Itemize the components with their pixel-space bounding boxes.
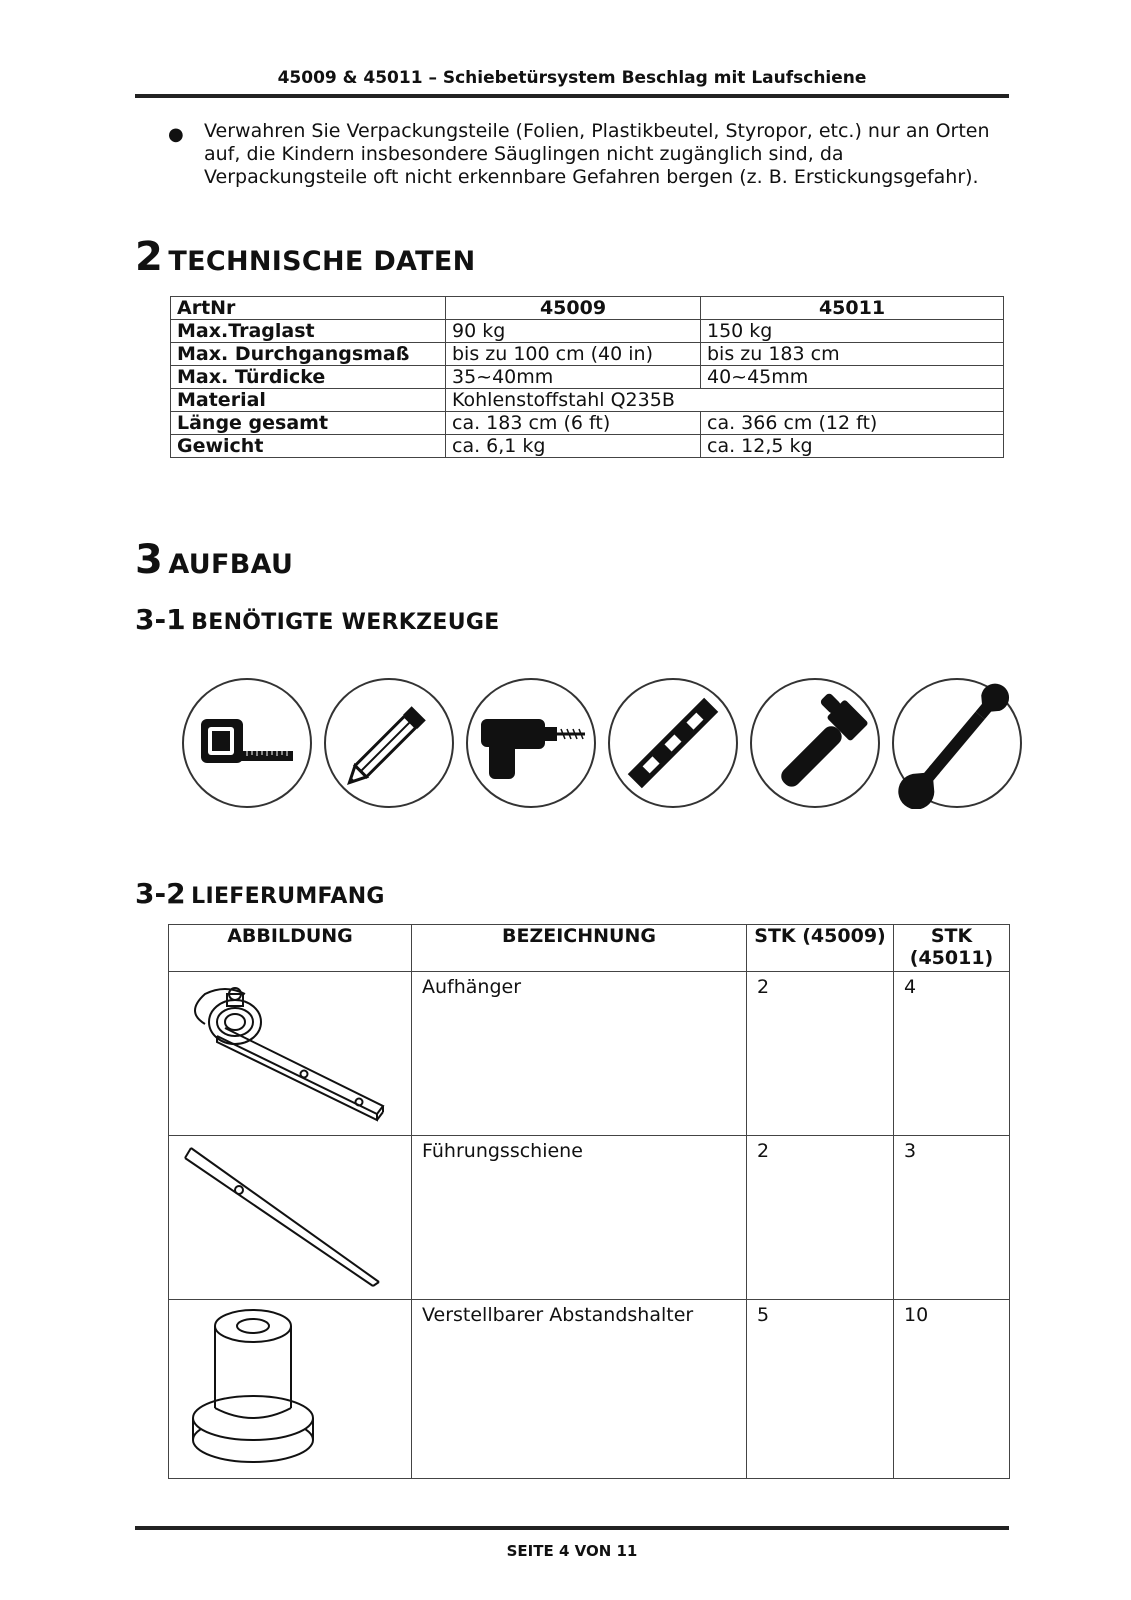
item-name: Aufhänger: [412, 972, 747, 1136]
row-key: Max.Traglast: [171, 320, 446, 343]
table-row: [169, 1136, 1010, 1300]
header-cell: BEZEICHNUNG: [412, 925, 747, 972]
table-row: [169, 1300, 1010, 1479]
tape-measure-icon: [181, 677, 313, 809]
table-row: [171, 320, 1004, 343]
table-row: [169, 972, 1010, 1136]
spacer-illustration: [169, 1300, 403, 1470]
qty-45009: 2: [747, 1136, 894, 1300]
row-key: Max. Türdicke: [171, 366, 446, 389]
spec-table: [170, 296, 1004, 458]
cell: 150 kg: [701, 320, 1004, 343]
page-header-title: 45009 & 45011 – Schiebetürsystem Beschlag mit Laufschiene: [277, 68, 867, 88]
header-cell: 45011: [701, 297, 1004, 320]
table-header-row: [169, 925, 1010, 972]
row-key: Länge gesamt: [171, 412, 446, 435]
header-cell: 45009: [446, 297, 701, 320]
image-cell: [169, 1300, 412, 1479]
table-row: [171, 389, 1004, 412]
row-key: Gewicht: [171, 435, 446, 458]
subsection-heading-3-2: [135, 877, 385, 910]
section-title: AUFBAU: [168, 549, 294, 580]
row-key: Material: [171, 389, 446, 412]
header-cell: STK (45009): [747, 925, 894, 972]
subsection-title: LIEFERUMFANG: [191, 884, 385, 909]
image-cell: [169, 1136, 412, 1300]
header-cell: STK (45011): [894, 925, 1010, 972]
spirit-level-icon: [607, 677, 739, 809]
section-heading-3: [135, 537, 293, 583]
header-cell: ArtNr: [171, 297, 446, 320]
drill-icon: [465, 677, 597, 809]
cell: ca. 366 cm (12 ft): [701, 412, 1004, 435]
section-number: 2: [135, 234, 163, 280]
cell: Kohlenstoffstahl Q235B: [446, 389, 1004, 412]
pencil-icon: [323, 677, 455, 809]
subsection-heading-3-1: [135, 603, 500, 636]
tools-row: [181, 677, 1031, 817]
qty-45009: 2: [747, 972, 894, 1136]
hammer-icon: [749, 677, 881, 809]
cell: bis zu 183 cm: [701, 343, 1004, 366]
bullet-text: Verwahren Sie Verpackungsteile (Folien, Plastikbeutel, Styropor, etc.) nur an Orten auf, die Kindern insbesondere Säuglingen nicht zugänglich sind, da Verpackungsteile oft nicht erkennbare Gefahren bergen (z. B. Erstickungsgefahr).: [204, 120, 990, 188]
footer-rule: [135, 1526, 1009, 1530]
table-row: [171, 366, 1004, 389]
section-number: 3: [135, 537, 163, 583]
header-cell: ABBILDUNG: [169, 925, 412, 972]
section-heading-2: [135, 234, 476, 280]
scope-table: [168, 924, 1010, 1479]
qty-45011: 4: [894, 972, 1010, 1136]
subsection-number: 3-2: [135, 877, 186, 910]
subsection-title: BENÖTIGTE WERKZEUGE: [191, 610, 500, 635]
item-name: Führungsschiene: [412, 1136, 747, 1300]
table-header-row: [171, 297, 1004, 320]
table-row: [171, 412, 1004, 435]
guide-rail-illustration: [169, 1136, 403, 1291]
cell: ca. 6,1 kg: [446, 435, 701, 458]
cell: 40~45mm: [701, 366, 1004, 389]
section-title: TECHNISCHE DATEN: [168, 246, 476, 277]
hanger-illustration: [169, 972, 403, 1127]
subsection-number: 3-1: [135, 603, 186, 636]
image-cell: [169, 972, 412, 1136]
cell: 90 kg: [446, 320, 701, 343]
qty-45011: 10: [894, 1300, 1010, 1479]
table-row: [171, 343, 1004, 366]
wrench-icon: [891, 677, 1023, 809]
cell: ca. 12,5 kg: [701, 435, 1004, 458]
table-row: [171, 435, 1004, 458]
cell: 35~40mm: [446, 366, 701, 389]
item-name: Verstellbarer Abstandshalter: [412, 1300, 747, 1479]
bullet-item: [168, 120, 1008, 189]
row-key: Max. Durchgangsmaß: [171, 343, 446, 366]
qty-45009: 5: [747, 1300, 894, 1479]
bullet-dot: ●: [168, 124, 184, 145]
cell: ca. 183 cm (6 ft): [446, 412, 701, 435]
qty-45011: 3: [894, 1136, 1010, 1300]
cell: bis zu 100 cm (40 in): [446, 343, 701, 366]
page-number: SEITE 4 VON 11: [506, 1542, 638, 1560]
header-rule: [135, 94, 1009, 98]
